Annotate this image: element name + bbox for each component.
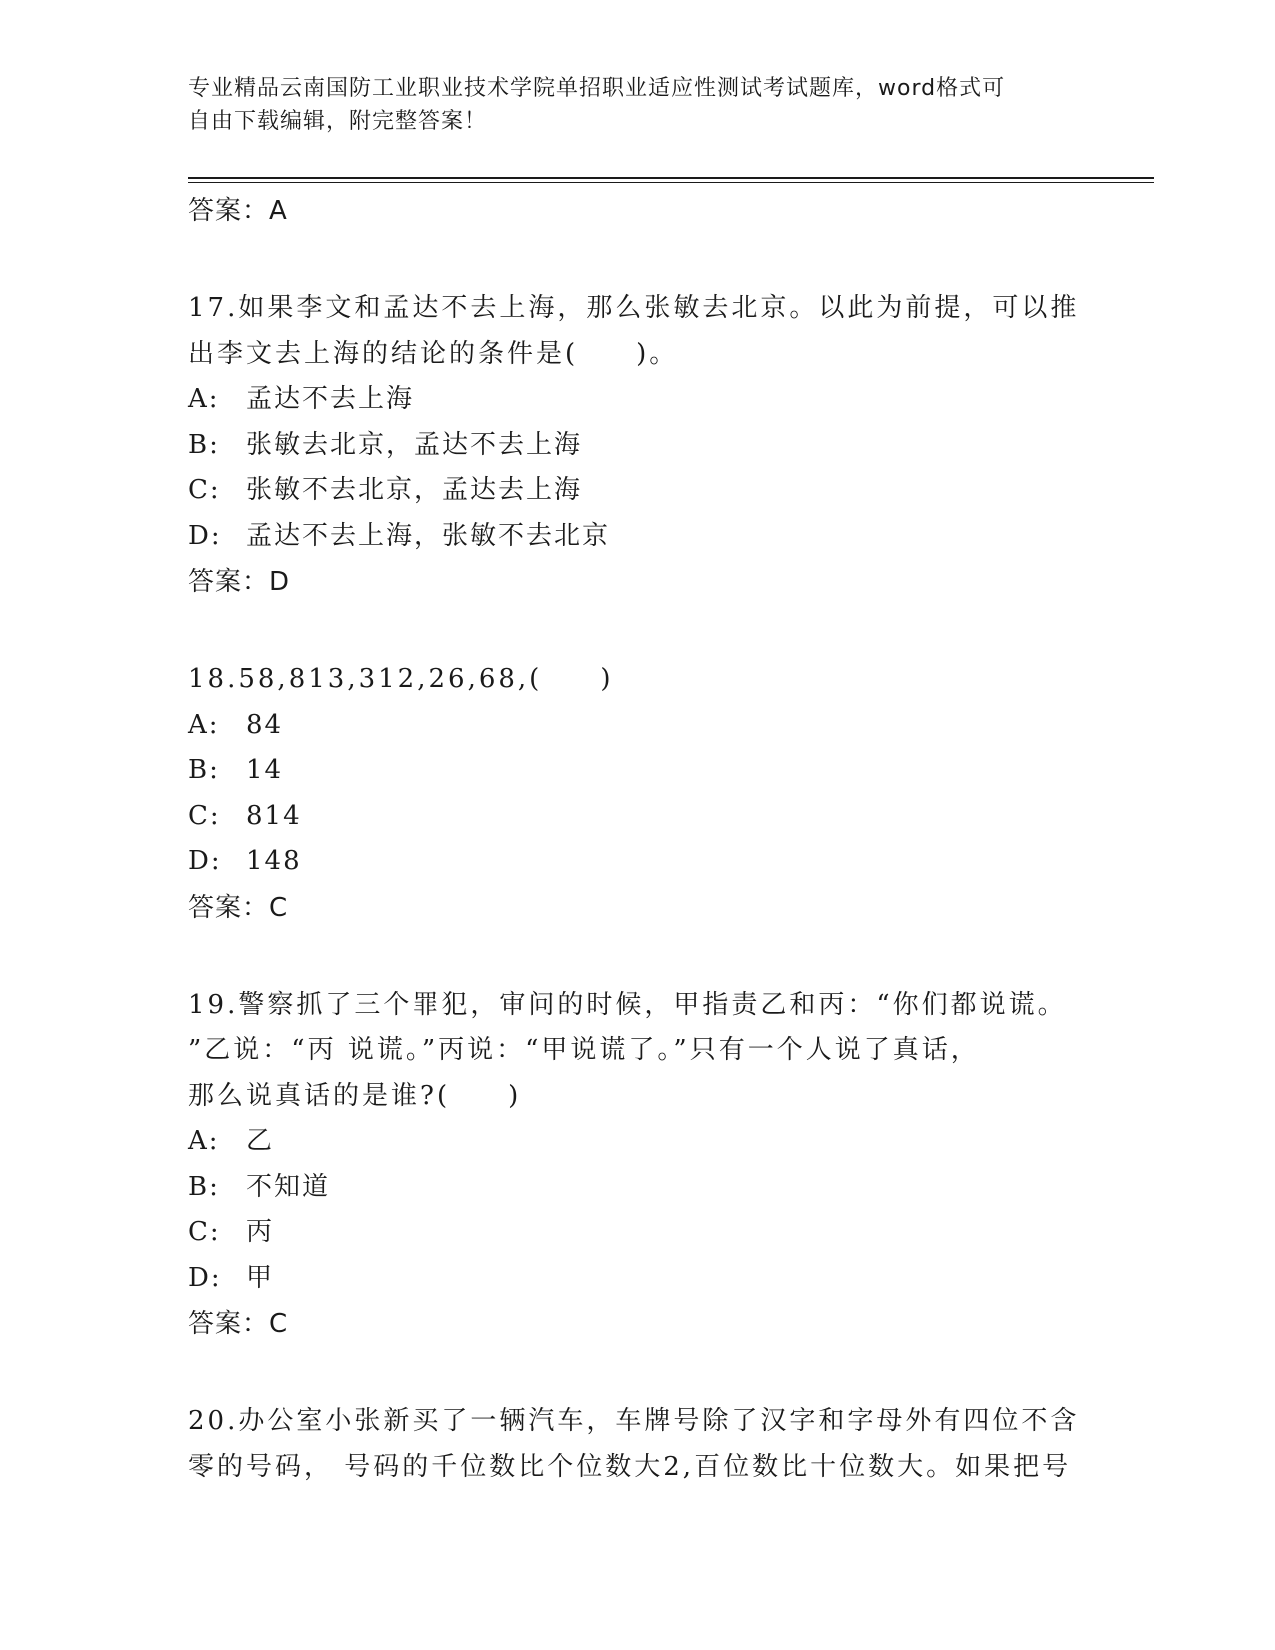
- header-line-1: 专业精品云南国防工业职业技术学院单招职业适应性测试考试题库，word格式可: [188, 76, 1006, 101]
- header-divider-thin: [188, 182, 1154, 183]
- question-text: 17.如果李文和孟达不去上海，那么张敏去北京。以此为前提，可以推: [188, 293, 1080, 323]
- question-text: 19.警察抓了三个罪犯，审问的时候，甲指责乙和丙：“你们都说谎。: [188, 989, 1067, 1020]
- option-text: 丙: [246, 1217, 275, 1247]
- option-item: [188, 377, 1088, 423]
- option-letter: A:: [188, 709, 220, 740]
- option-text: 84: [246, 709, 284, 740]
- option-item: [188, 1165, 1088, 1211]
- question-block: [188, 983, 1088, 1348]
- option-letter: C:: [188, 475, 221, 505]
- option-item: [188, 748, 1088, 794]
- question-text: 18.58,813,312,26,68,( ): [188, 664, 614, 694]
- option-text: 张敏不去北京，孟达去上海: [246, 475, 583, 505]
- option-item: [188, 1210, 1088, 1256]
- option-item: [188, 794, 1088, 840]
- option-item: [188, 1256, 1088, 1302]
- option-letter: D:: [188, 1262, 222, 1293]
- option-text: 乙: [246, 1126, 275, 1156]
- document-header: [188, 72, 1068, 138]
- answer-label: 答案：C: [188, 892, 289, 923]
- option-text: 甲: [246, 1262, 275, 1293]
- option-text: 孟达不去上海，张敏不去北京: [246, 520, 611, 551]
- option-letter: B:: [188, 755, 220, 785]
- question-text: 零的号码， 号码的千位数比个位数大2,百位数比十位数大。如果把号: [188, 1451, 1072, 1482]
- option-item: [188, 1119, 1088, 1165]
- option-letter: B:: [188, 1171, 220, 1202]
- option-item: [188, 514, 1088, 560]
- document-content: [188, 188, 1088, 1490]
- answer-label: 答案：A: [188, 196, 288, 226]
- option-letter: A:: [188, 1126, 220, 1156]
- option-text: 张敏去北京，孟达不去上海: [246, 429, 583, 460]
- header-divider-thick: [188, 177, 1154, 179]
- option-text: 不知道: [246, 1171, 331, 1202]
- option-text: 148: [246, 846, 302, 876]
- header-line-2: 自由下载编辑，附完整答案！: [188, 109, 488, 134]
- option-text: 814: [246, 800, 302, 831]
- question-text: 那么说真话的是谁?( ): [188, 1080, 522, 1111]
- question-block: [188, 1399, 1088, 1490]
- option-letter: D:: [188, 846, 222, 876]
- option-item: [188, 468, 1088, 514]
- option-item: [188, 423, 1088, 469]
- option-letter: C:: [188, 800, 221, 831]
- question-block: [188, 286, 1088, 605]
- answer-label: 答案：D: [188, 567, 291, 597]
- question-block: [188, 657, 1088, 931]
- question-text: 20.办公室小张新买了一辆汽车，车牌号除了汉字和字母外有四位不含: [188, 1406, 1080, 1436]
- question-text: ”乙说：“丙 说谎。”丙说：“甲说谎了。”只有一个人说了真话，: [188, 1035, 980, 1065]
- option-text: 14: [246, 755, 284, 785]
- option-letter: C:: [188, 1217, 221, 1247]
- question-text: 出李文去上海的结论的条件是( )。: [188, 338, 679, 369]
- answer-label: 答案：C: [188, 1309, 289, 1339]
- option-text: 孟达不去上海: [246, 384, 415, 414]
- option-item: [188, 839, 1088, 885]
- option-letter: B:: [188, 429, 220, 460]
- option-letter: D:: [188, 520, 222, 551]
- option-item: [188, 703, 1088, 749]
- option-letter: A:: [188, 384, 220, 414]
